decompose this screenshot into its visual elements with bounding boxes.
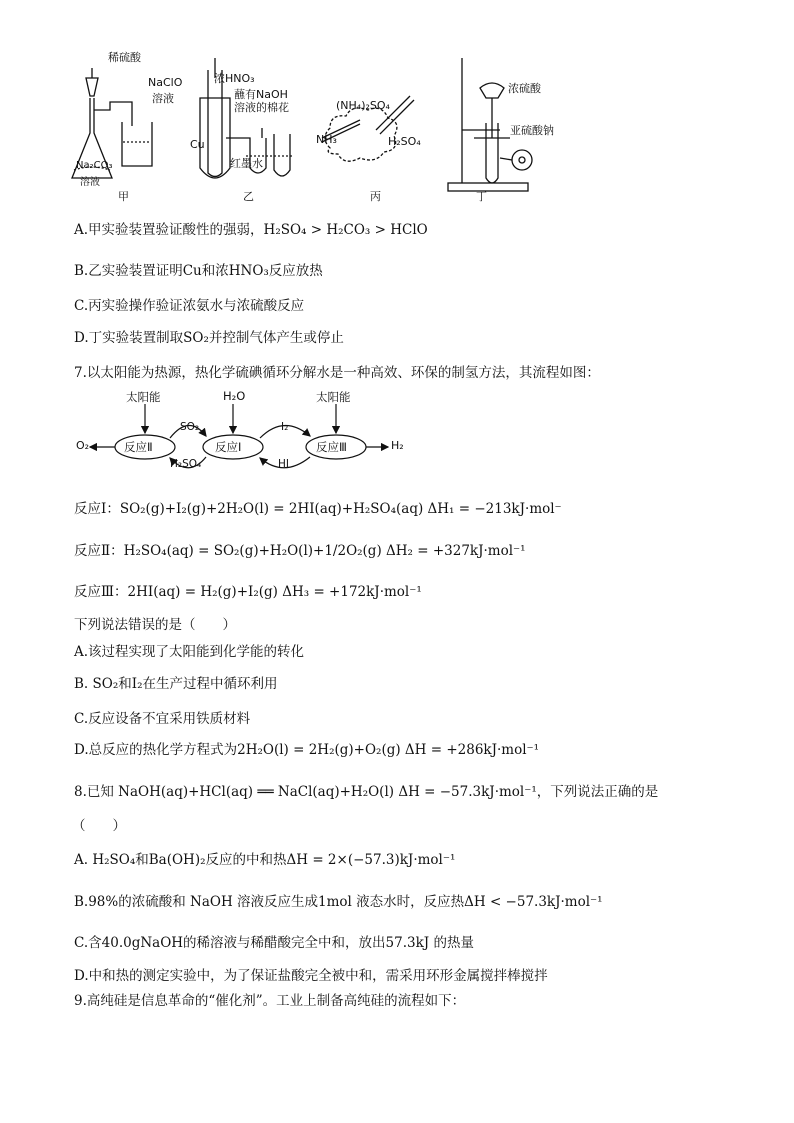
q7-option-b: B. SO₂和I₂在生产过程中循环利用 <box>74 676 278 692</box>
jia-na2co3-label: Na₂CO₃ <box>76 160 113 171</box>
yi-cu-label: Cu <box>190 138 205 151</box>
q7-question: 下列说法错误的是（ ） <box>74 617 236 633</box>
diagram-h2: H₂ <box>391 439 404 452</box>
yi-hno3-label: 浓HNO₃ <box>214 72 255 85</box>
yi-caption: 乙 <box>243 190 254 203</box>
diagram-so2: SO₂ <box>180 421 200 433</box>
bing-caption: 丙 <box>370 190 381 203</box>
jia-acid-label: 稀硫酸 <box>108 51 141 64</box>
q9-stem: 9.高纯硅是信息革命的“催化剂”。工业上制备高纯硅的流程如下： <box>74 993 466 1009</box>
q6-option-b: B.乙实验装置证明Cu和浓HNO₃反应放热 <box>74 263 323 279</box>
q7-equation-1: 反应Ⅰ：SO₂(g)+I₂(g)+2H₂O(l) = 2HI(aq)+H₂SO₄(aq) ΔH₁ = −213kJ·mol⁻ <box>74 501 562 517</box>
ding-acid-label: 浓硫酸 <box>508 82 541 95</box>
diagram-reaction-2: 反应Ⅱ <box>124 440 153 454</box>
q6-option-c: C.丙实验操作验证浓氨水与浓硫酸反应 <box>74 298 305 314</box>
q7-stem: 7.以太阳能为热源，热化学硫碘循环分解水是一种高效、环保的制氢方法，其流程如图： <box>74 365 600 381</box>
q7-option-d: D.总反应的热化学方程式为2H₂O(l) = 2H₂(g)+O₂(g) ΔH = +286kJ·mol⁻¹ <box>74 742 540 758</box>
q8-option-d: D.中和热的测定实验中，为了保证盐酸完全被中和，需采用环形金属搅拌棒搅拌 <box>74 968 548 984</box>
diagram-hi: HI <box>278 458 289 470</box>
diagram-h2so4: H₂SO₄ <box>170 458 202 470</box>
diagram-reaction-1: 反应Ⅰ <box>215 440 242 454</box>
q6-option-d: D.丁实验装置制取SO₂并控制气体产生或停止 <box>74 330 344 346</box>
diagram-reaction-3: 反应Ⅲ <box>316 440 347 454</box>
jia-caption: 甲 <box>118 190 129 203</box>
q7-option-c: C.反应设备不宜采用铁质材料 <box>74 711 251 727</box>
bing-h2so4-label: H₂SO₄ <box>388 135 421 148</box>
jia-naclo-label: NaClO <box>148 76 183 89</box>
q6-option-a: A.甲实验装置验证酸性的强弱，H₂SO₄ > H₂CO₃ > HClO <box>74 222 428 238</box>
ding-caption: 丁 <box>476 190 487 203</box>
q8-answer-paren: （ ） <box>72 818 126 834</box>
bing-salt-label: (NH₄)₂SO₄ <box>336 99 390 112</box>
diagram-i2: I₂ <box>281 421 289 433</box>
q7-equation-3: 反应Ⅲ：2HI(aq) = H₂(g)+I₂(g) ΔH₃ = +172kJ·mol⁻¹ <box>74 584 422 600</box>
diagram-o2: O₂ <box>76 439 90 452</box>
jia-naclo-solution-label: 溶液 <box>152 92 174 105</box>
ding-sulfite-label: 亚硫酸钠 <box>510 124 554 137</box>
yi-ink-label: 红墨水 <box>230 157 263 170</box>
diagram-solar-1: 太阳能 <box>126 390 161 404</box>
q8-option-c: C.含40.0gNaOH的稀溶液与稀醋酸完全中和，放出57.3kJ 的热量 <box>74 935 474 951</box>
q8-option-a: A. H₂SO₄和Ba(OH)₂反应的中和热ΔH = 2×(−57.3)kJ·mol⁻¹ <box>74 852 456 868</box>
yi-cotton-label-2: 溶液的棉花 <box>234 101 289 114</box>
q7-option-a: A.该过程实现了太阳能到化学能的转化 <box>74 644 305 660</box>
diagram-h2o: H₂O <box>223 389 246 403</box>
yi-cotton-label-1: 蘸有NaOH <box>234 88 288 101</box>
q7-equation-2: 反应Ⅱ：H₂SO₄(aq) = SO₂(g)+H₂O(l)+1/2O₂(g) ΔH₂ = +327kJ·mol⁻¹ <box>74 543 526 559</box>
q8-stem: 8.已知 NaOH(aq)+HCl(aq) ══ NaCl(aq)+H₂O(l) ΔH = −57.3kJ·mol⁻¹，下列说法正确的是 <box>74 784 659 800</box>
jia-na2co3-solution-label: 溶液 <box>80 177 100 188</box>
diagram-solar-3: 太阳能 <box>316 390 351 404</box>
q8-option-b: B.98%的浓硫酸和 NaOH 溶液反应生成1mol 液态水时，反应热ΔH < −57.3kJ·mol⁻¹ <box>74 894 603 910</box>
bing-nh3-label: NH₃ <box>316 133 337 146</box>
